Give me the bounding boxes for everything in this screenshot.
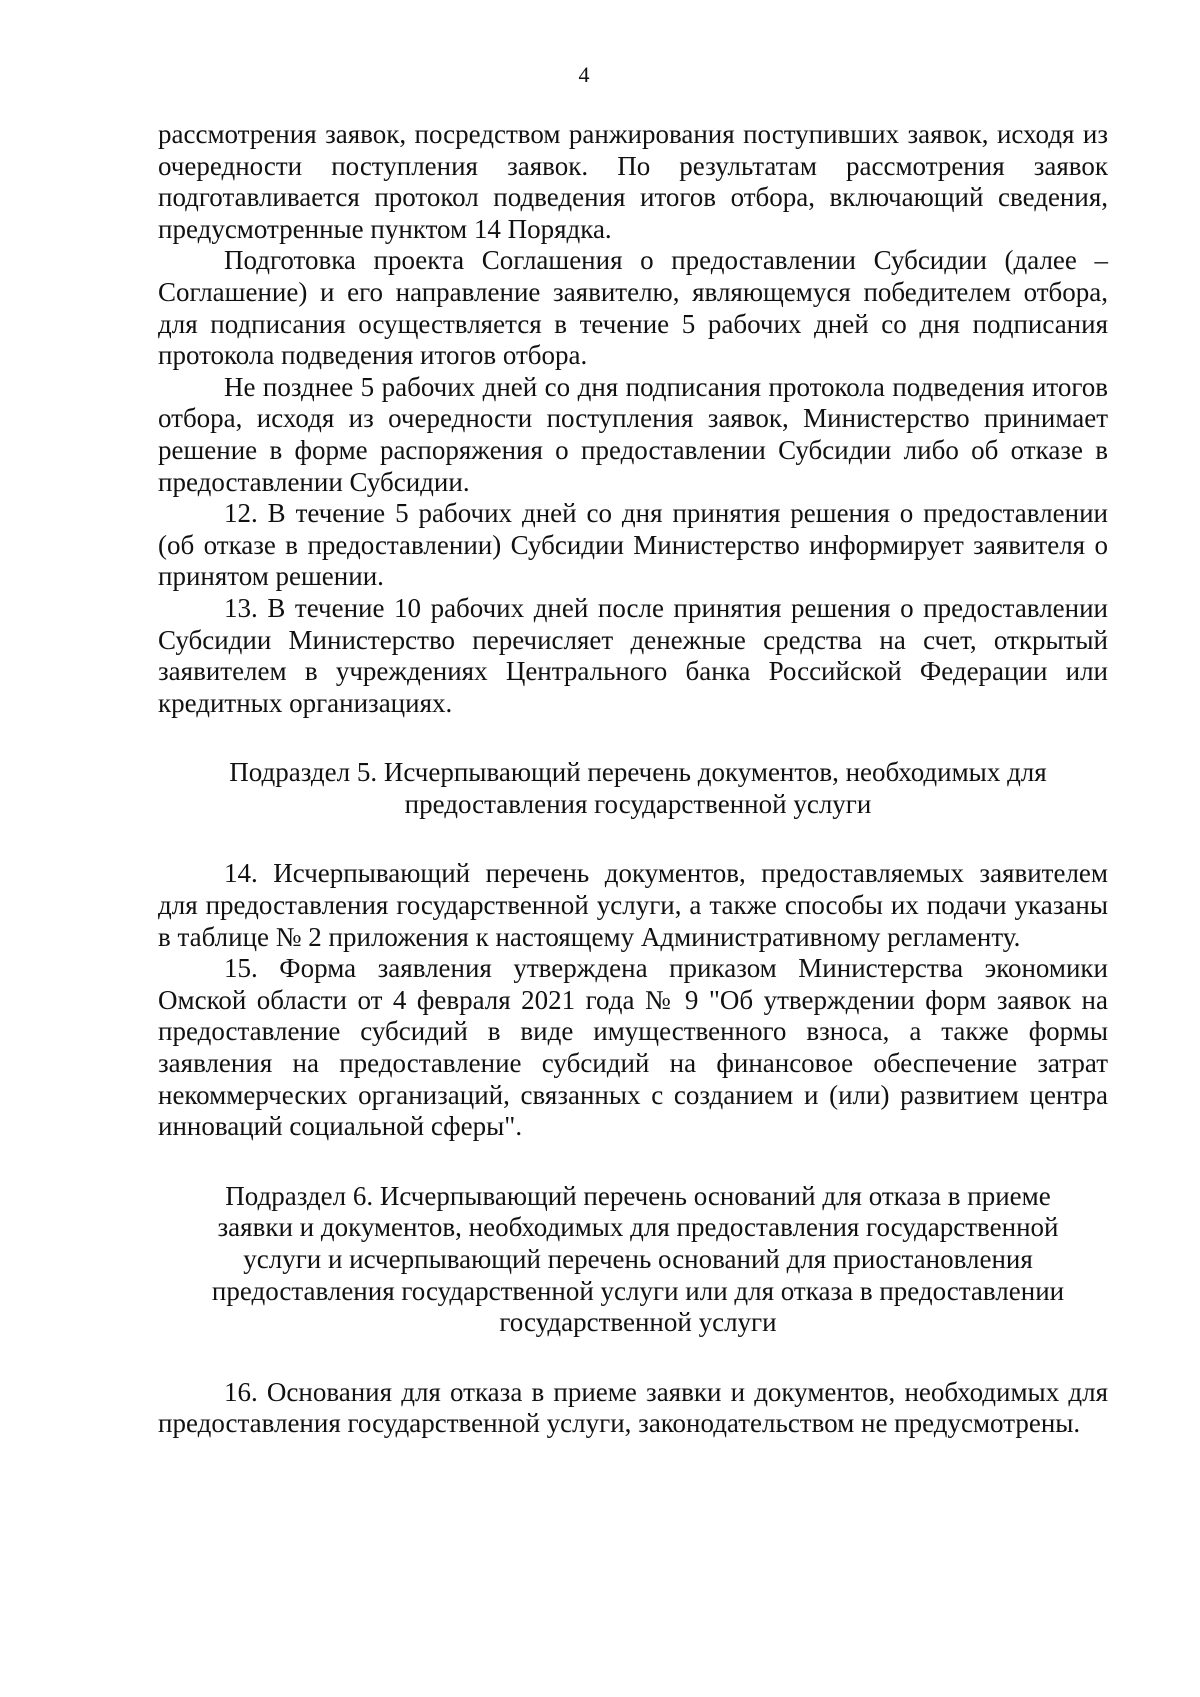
subsection-5-heading	[158, 757, 1108, 820]
paragraph-agreement: Подготовка проекта Соглашения о предоставлении Субсидии (далее – Соглашение) и его направление заявителю, являющемуся победителем отбора, для подписания осуществляется в течение 5 рабочих дней со дня подписания протокола подведения итогов отбора.	[158, 245, 1108, 371]
paragraph-continuation: рассмотрения заявок, посредством ранжирования поступивших заявок, исходя из очередности поступления заявок. По результатам рассмотрения заявок подготавливается протокол подведения итогов отбора, включающий сведения, предусмотренные пунктом 14 Порядка.	[158, 119, 1108, 244]
page-number: 4	[578, 62, 590, 87]
subsection-6-heading	[158, 1181, 1108, 1339]
subsection-6-heading-line: заявки и документов, необходимых для предоставления государственной	[217, 1212, 1059, 1243]
subsection-5-heading-line: предоставления государственной услуги	[404, 788, 872, 819]
paragraph-decision: Не позднее 5 рабочих дней со дня подписания протокола подведения итогов отбора, исходя из очередности поступления заявок, Министерство принимает решение в форме распоряжения о предоставлении Субсидии либо об отказе в предоставлении Субсидии.	[158, 371, 1108, 497]
paragraph-14: 14. Исчерпывающий перечень документов, предоставляемых заявителем для предоставления государственной услуги, а также способы их подачи указаны в таблице № 2 приложения к настоящему Административному регламенту.	[158, 858, 1108, 952]
subsection-6-heading-line: предоставления государственной услуги или для отказа в предоставлении	[211, 1275, 1065, 1306]
subsection-6-heading-line: Подраздел 6. Исчерпывающий перечень оснований для отказа в приеме	[225, 1180, 1051, 1211]
subsection-6-heading-line: услуги и исчерпывающий перечень оснований для приостановления	[243, 1244, 1033, 1274]
subsection-5-heading-line: Подраздел 5. Исчерпывающий перечень документов, необходимых для	[229, 757, 1047, 788]
paragraph-12: 12. В течение 5 рабочих дней со дня принятия решения о предоставлении (об отказе в предоставлении) Субсидии Министерство информирует заявителя о принятом решении.	[158, 498, 1108, 592]
paragraph-15: 15. Форма заявления утверждена приказом Министерства экономики Омской области от 4 февраля 2021 года № 9 "Об утверждении форм заявок на предоставление субсидий в виде имущественного взноса, а также формы заявления на предоставление субсидий на финансовое обеспечение затрат некоммерческих организаций, связанных с созданием и (или) развитием центра инноваций социальной сферы".	[158, 953, 1108, 1142]
paragraph-13: 13. В течение 10 рабочих дней после принятия решения о предоставлении Субсидии Министерство перечисляет денежные средства на счет, открытый заявителем в учреждениях Центрального банка Российской Федерации или кредитных организациях.	[158, 592, 1108, 718]
paragraph-16: 16. Основания для отказа в приеме заявки и документов, необходимых для предоставления государственной услуги, законодательством не предусмотрены.	[158, 1376, 1108, 1439]
document-body	[158, 119, 1108, 1440]
subsection-6-heading-line: государственной услуги	[499, 1307, 777, 1338]
